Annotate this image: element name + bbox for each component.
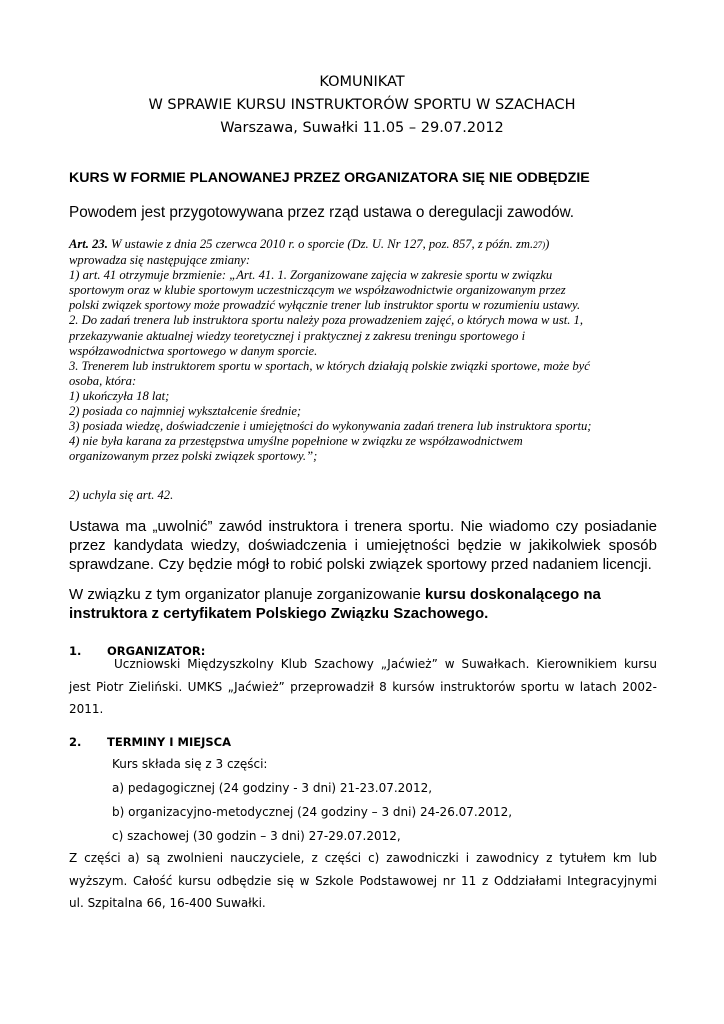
law-quote-line: wprowadza się następujące zmiany: [69, 253, 251, 268]
course-name-emphasis: instruktora z certyfikatem Polskiego Związku Szachowego. [69, 605, 489, 622]
venue-paragraph [69, 847, 657, 915]
commentary-paragraph [69, 517, 657, 574]
paragraph-line: sprawdzane. Czy będzie mógł to robić polski związek sportowy przed nadaniem licencji. [69, 556, 652, 573]
section-title-organizer: ORGANIZATOR: [107, 644, 206, 658]
law-quote-line: 4) nie była karana za przestępstwa umyślne popełnione w związku ze współzawodnictwem [69, 434, 523, 449]
paragraph-line: W związku z tym organizator planuje zorganizowanie kursu doskonalącego na [69, 586, 601, 603]
paragraph-line: jest Piotr Zieliński. UMKS „Jaćwież” przeprowadził 8 kursów instruktorów sportu w latach 2002- [69, 679, 657, 694]
law-quote-line: 2) posiada co najmniej wykształcenie średnie; [69, 404, 302, 419]
law-quote-line: 1) art. 41 otrzymuje brzmienie: „Art. 41. 1. Zorganizowane zajęcia w zakresie sportu w związku [69, 268, 553, 283]
list-intro: Kurs składa się z 3 części: [112, 757, 268, 771]
law-quote-line: Art. 23. W ustawie z dnia 25 czerwca 2010 r. o sporcie (Dz. U. Nr 127, poz. 857, z późn. zm.27)) [69, 237, 550, 251]
section-number: 1. [69, 644, 82, 658]
law-quote [69, 237, 669, 464]
law-quote-line: osoba, która: [69, 373, 137, 388]
notice-title: KOMUNIKAT [319, 74, 405, 90]
course-name-emphasis: kursu doskonalącego na [425, 586, 601, 603]
paragraph-line: ul. Szpitalna 66, 16-400 Suwałki. [69, 896, 266, 910]
reason-sentence: Powodem jest przygotowywana przez rząd ustawa o deregulacji zawodów. [69, 204, 575, 221]
section-title-dates-places: TERMINY I MIEJSCA [107, 735, 231, 749]
organizer-paragraph [69, 653, 657, 721]
law-quote-line: 3. Trenerem lub instruktorem sportu w sportach, w których działają polskie związki sportowe, może być [69, 358, 590, 373]
cancellation-headline: KURS W FORMIE PLANOWANEJ PRZEZ ORGANIZATORA SIĘ NIE ODBĘDZIE [69, 170, 590, 186]
law-quote-line: współzawodnictwa sportowego w danym sporcie. [69, 343, 318, 358]
law-quote-line: organizowanym przez polski związek sportowy.”; [69, 449, 318, 464]
section-number: 2. [69, 735, 82, 749]
paragraph-line: wyższym. Całość kursu odbędzie się w Szkole Podstawowej nr 11 z Oddziałami Integracyjnymi [69, 873, 657, 888]
paragraph-line: 2011. [69, 702, 104, 716]
list-item: a) pedagogicznej (24 godziny - 3 dni) 21-23.07.2012, [112, 781, 433, 795]
law-quote-line: polski związek sportowy może prowadzić wyłącznie trener lub instruktor sportu w rozumieniu ustawy. [69, 298, 581, 313]
paragraph-line [69, 604, 657, 623]
notice-place-dates: Warszawa, Suwałki 11.05 – 29.07.2012 [220, 120, 504, 136]
paragraph-line: Ustawa ma „uwolnić” zawód instruktora i trenera sportu. Nie wiadomo czy posiadanie [69, 518, 657, 535]
law-quote-line: 3) posiada wiedzę, doświadczenie i umiejętności do wykonywania zadań trenera lub instruktora sportu; [69, 419, 592, 434]
law-quote-line: sportowym oraz w klubie sportowym uczestniczącym we współzawodnictwie organizowanym przez [69, 283, 566, 298]
course-parts-list [112, 752, 512, 848]
paragraph-line: przez kandydata wiedzy, doświadczenia i umiejętności będzie w jakikolwiek sposób [69, 537, 657, 554]
law-quote-line: przekazywanie aktualnej wiedzy teoretycznej i praktycznej z zakresu treningu sportowego i [69, 328, 526, 343]
paragraph-line: Z części a) są zwolnieni nauczyciele, z części c) zawodniczki i zawodnicy z tytułem km lub [69, 851, 657, 865]
law-article-label: Art. 23. [69, 237, 108, 251]
list-item: c) szachowej (30 godzin – 3 dni) 27-29.07.2012, [112, 829, 401, 843]
notice-subject: W SPRAWIE KURSU INSTRUKTORÓW SPORTU W SZACHACH [148, 97, 576, 113]
list-item: b) organizacyjno-metodycznej (24 godziny – 3 dni) 24-26.07.2012, [112, 805, 513, 819]
law-quote-line: 1) ukończyła 18 lat; [69, 388, 170, 403]
law-quote-line: 2. Do zadań trenera lub instruktora sportu należy poza prowadzeniem zajęć, o których mowa w ust. 1, [69, 313, 583, 328]
law-repealed-line: 2) uchyla się art. 42. [69, 488, 174, 502]
plan-paragraph [69, 585, 657, 623]
paragraph-line: Uczniowski Międzyszkolny Klub Szachowy „Jaćwież” w Suwałkach. Kierownikiem kursu [114, 657, 657, 671]
